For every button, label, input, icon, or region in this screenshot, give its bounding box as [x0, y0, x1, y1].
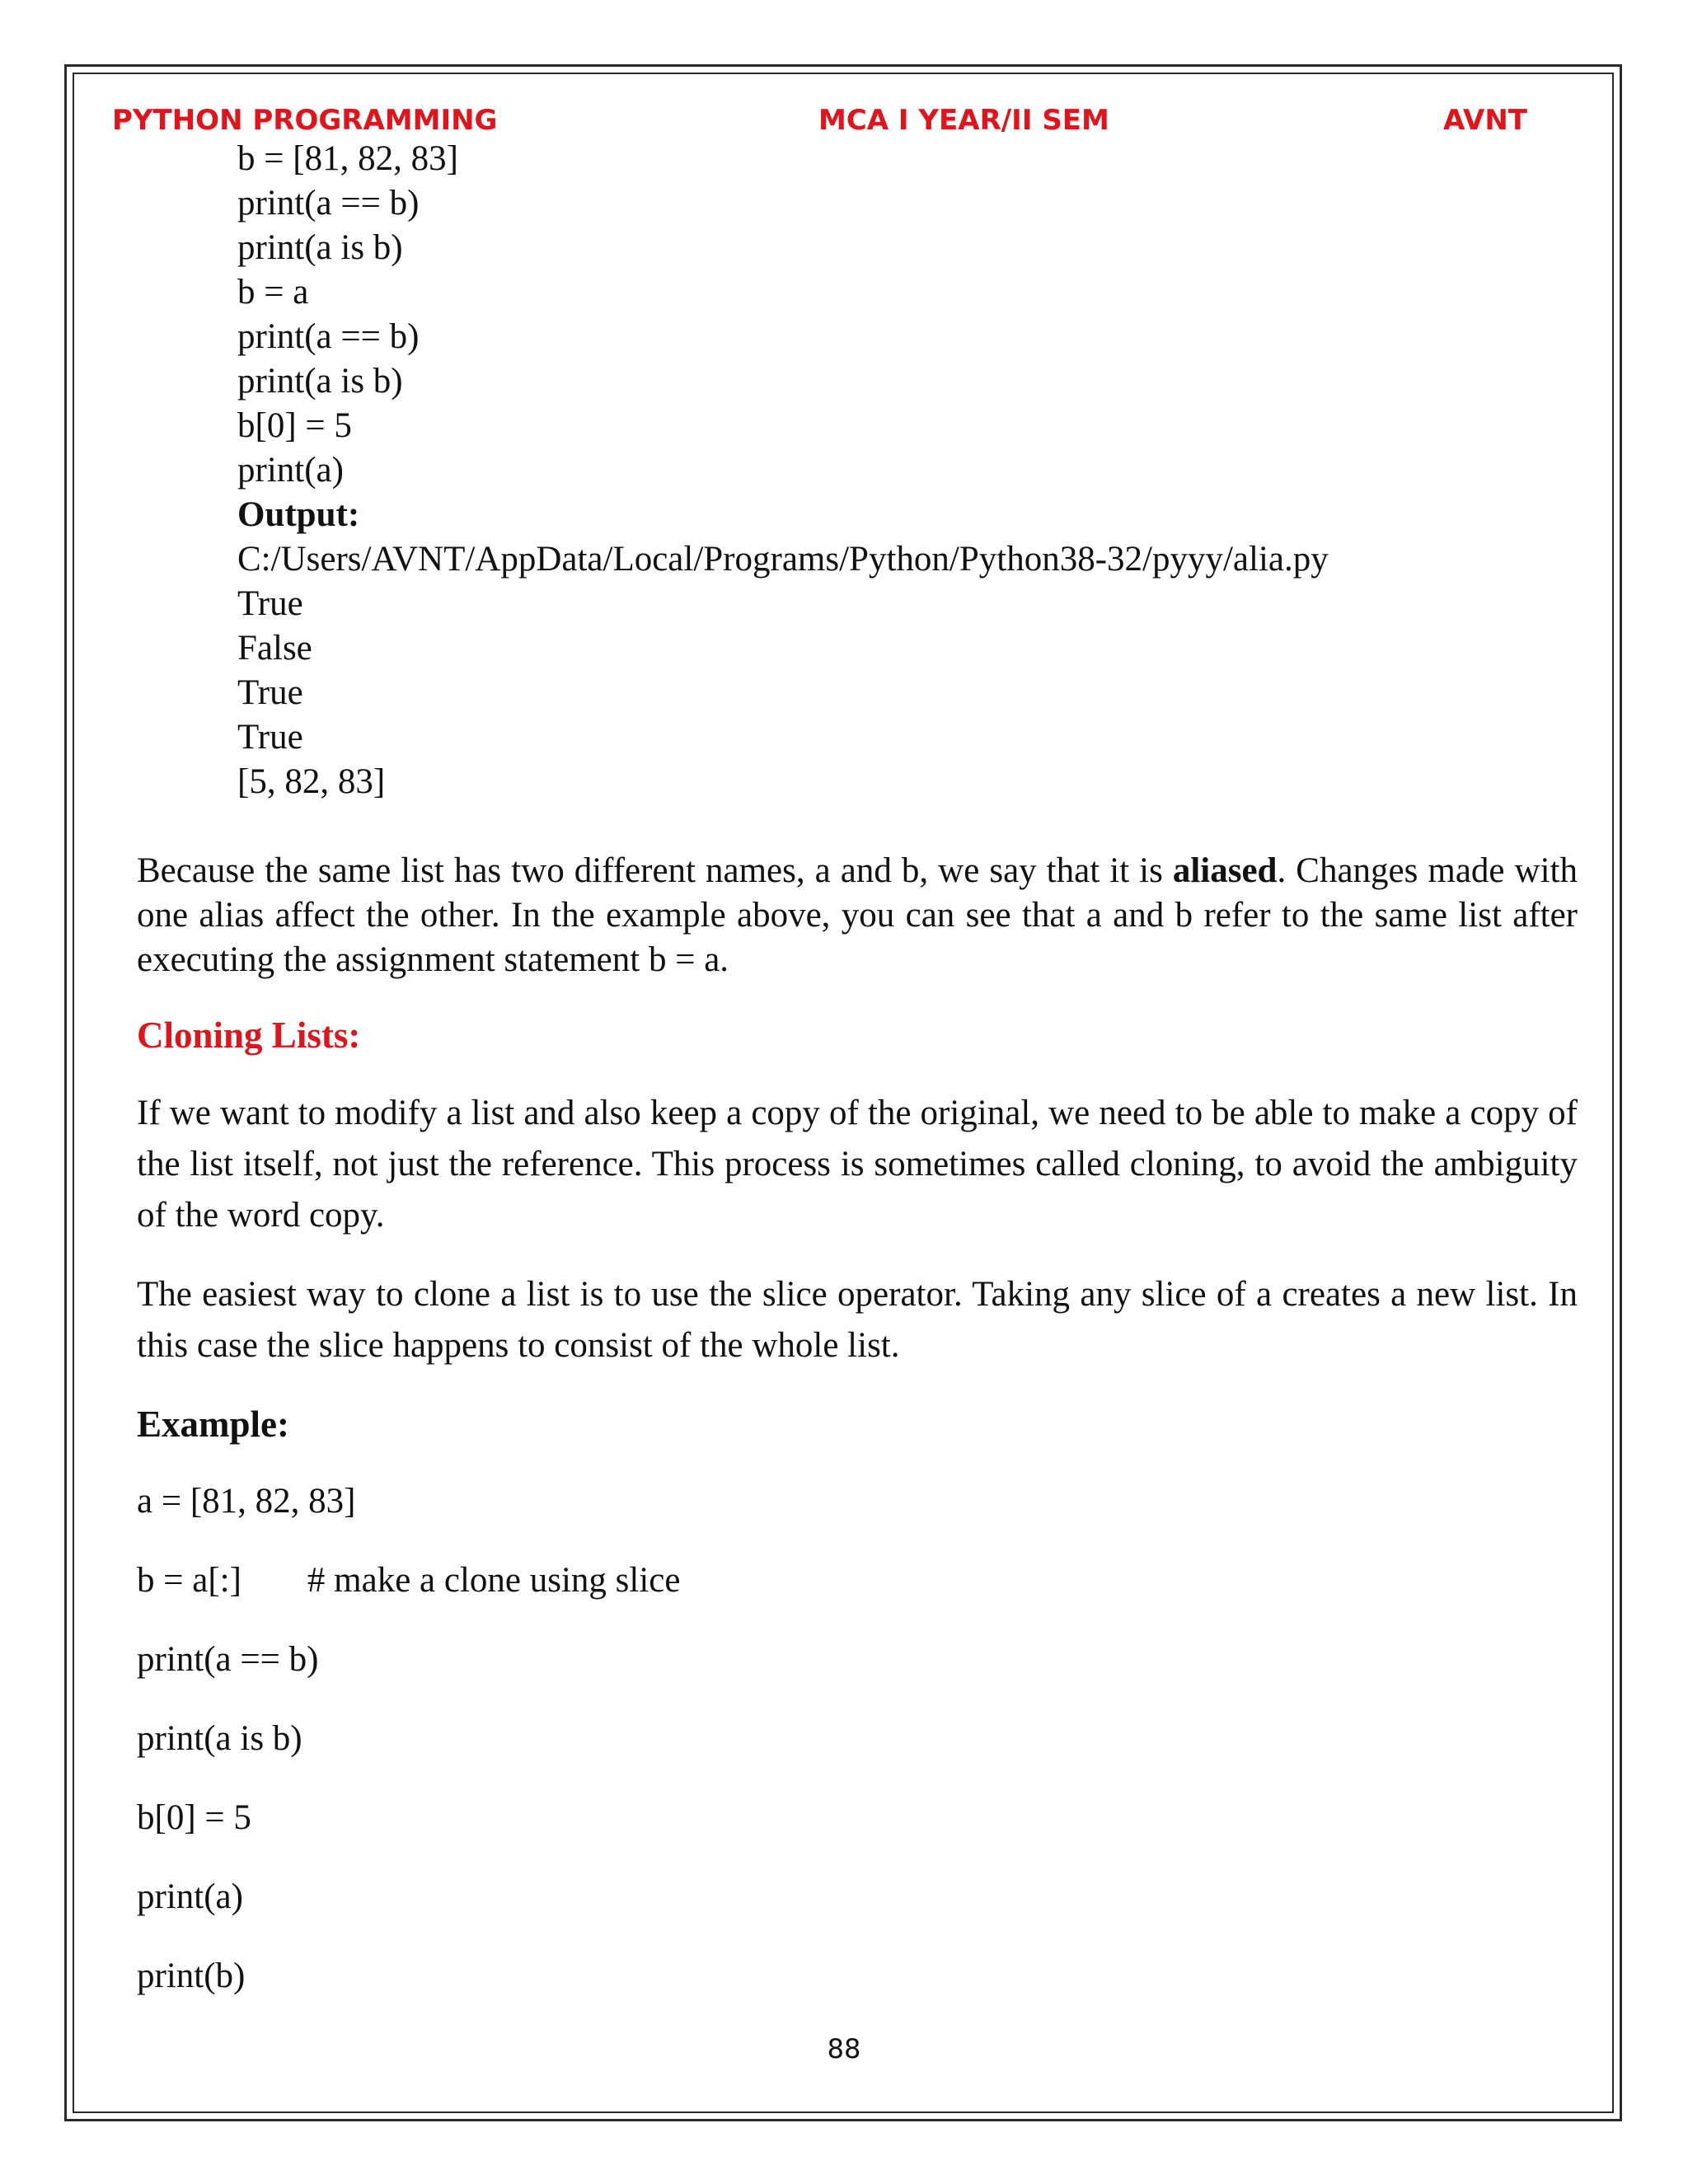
code-line: b = [81, 82, 83]: [237, 139, 458, 178]
example-code-line: print(b): [137, 1957, 246, 1995]
example-code-line: print(a is b): [137, 1719, 302, 1758]
code-line: b = a: [237, 273, 309, 312]
output-line: True: [237, 673, 303, 712]
example-code-line: a = [81, 82, 83]: [137, 1482, 356, 1521]
example-code-line: print(a == b): [137, 1640, 319, 1679]
output-line: [5, 82, 83]: [237, 762, 386, 801]
code-line: print(a is b): [237, 362, 403, 401]
example-code-statement: b = a[:]: [137, 1561, 241, 1600]
cloning-paragraph-1: If we want to modify a list and also keep a copy of the original, we need to be able to make a copy of the list itself, not just the reference. This process is sometimes called cloning, to avoid the ambiguity of the word copy.: [137, 1094, 1578, 1235]
code-line: print(a): [237, 451, 344, 490]
output-line: False: [237, 629, 312, 668]
output-line: True: [237, 584, 303, 623]
code-line: print(a == b): [237, 184, 420, 223]
example-code-line: b[0] = 5: [137, 1798, 251, 1837]
header-course: MCA I YEAR/II SEM: [818, 104, 1109, 137]
output-line: True: [237, 718, 303, 757]
aliasing-text-start: Because the same list has two different names, a and b, we say that it is: [137, 851, 1173, 890]
header-subject: PYTHON PROGRAMMING: [112, 104, 498, 137]
aliased-term: aliased: [1172, 851, 1278, 890]
page-number: 88: [827, 2033, 861, 2064]
aliasing-code-block: [237, 137, 1329, 804]
code-line: print(a is b): [237, 228, 403, 267]
example-code-line: print(a): [137, 1877, 243, 1916]
example-code-block: [137, 1479, 680, 2032]
code-line: print(a == b): [237, 317, 420, 356]
output-path: C:/Users/AVNT/AppData/Local/Programs/Python/Python38-32/pyyy/alia.py: [237, 540, 1329, 579]
example-code-comment: # make a clone using slice: [307, 1561, 681, 1600]
cloning-paragraph-2: The easiest way to clone a list is to use the slice operator. Taking any slice of a creates a new list. In this case the slice happens to consist of the whole list.: [137, 1275, 1578, 1365]
aliasing-text-end: . Changes made with one alias affect the other. In the example above, you can see that a and b refer to the same list after executing the assignment statement b = a.: [137, 851, 1578, 979]
cloning-lists-heading: Cloning Lists:: [137, 1015, 361, 1056]
aliasing-paragraph: [137, 849, 1578, 982]
output-label: Output:: [237, 495, 360, 534]
code-line: b[0] = 5: [237, 406, 352, 445]
example-heading: Example:: [137, 1404, 289, 1445]
example-code-line: [137, 1558, 680, 1637]
header-author: AVNT: [1443, 104, 1527, 137]
